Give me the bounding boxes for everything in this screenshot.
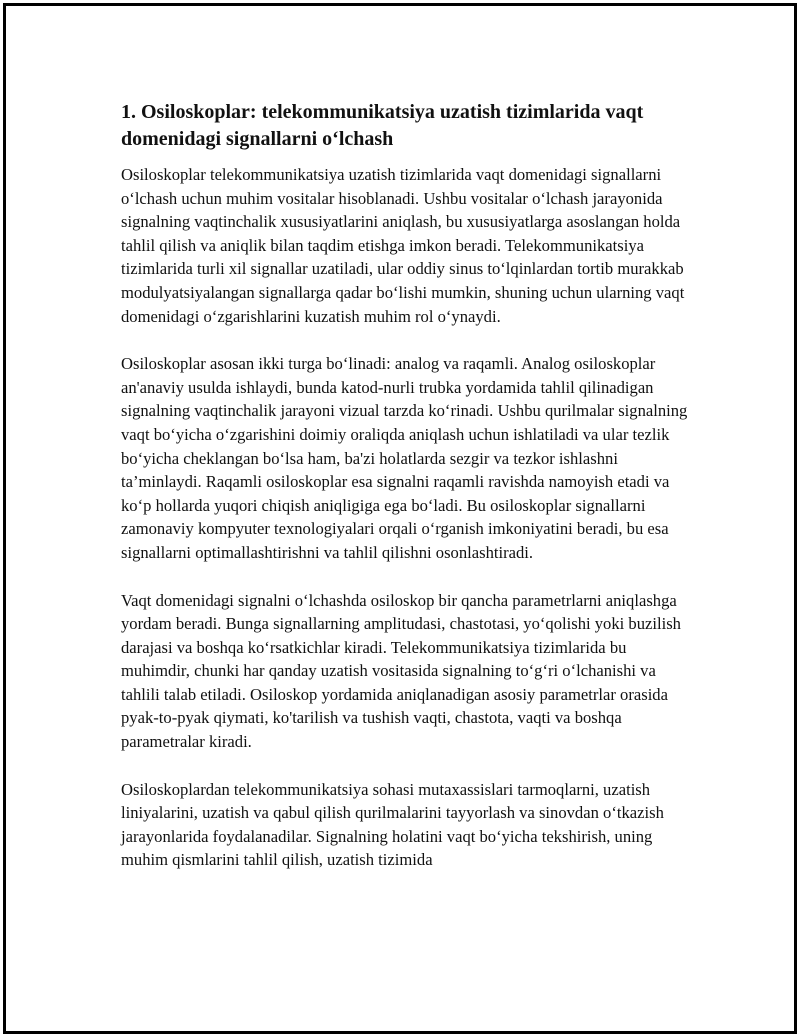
- section-heading: 1. Osiloskoplar: telekommunikatsiya uzatish tizimlarida vaqt domenidagi signallarni o‘lchash: [121, 101, 644, 150]
- paragraph-3: Vaqt domenidagi signalni o‘lchashda osiloskop bir qancha parametrlarni aniqlashga yordam beradi. Bunga signallarning amplitudasi, chastotasi, yo‘qolishi yoki buzilish darajasi va boshqa ko‘rsatkichlar kiradi. Telekommunikatsiya tizimlarida bu muhimdir, chunki har qanday uzatish vositasida signalning to‘g‘ri o‘lchanishi va tahlili talab etiladi. Osiloskop yordamida aniqlanadigan asosiy parametrlar orasida pyak-to-pyak qiymati, ko'tarilish va tushish vaqti, chastota, vaqti va boshqa parametralar kiradi.: [121, 590, 681, 752]
- page-frame: [3, 3, 797, 1034]
- paragraph-2: Osiloskoplar asosan ikki turga bo‘linadi: analog va raqamli. Analog osiloskoplar an'anaviy usulda ishlaydi, bunda katod-nurli trubka yordamida tahlil qilinadigan signalning vaqtinchalik jarayoni vizual tarzda ko‘rinadi. Ushbu qurilmalar signalning vaqt bo‘yicha o‘zgarishini doimiy oraliqda aniqlash uchun ishlatiladi va ular tezlik bo‘yicha cheklangan bo‘lsa ham, ba'zi holatlarda sezgir va tezkor ishlashni ta’minlaydi. Raqamli osiloskoplar esa signalni raqamli ravishda namoyish etadi va ko‘p hollarda yuqori chiqish aniqligiga ega bo‘ladi. Bu osiloskoplar signallarni zamonaviy kompyuter texnologiyalari orqali o‘rganish imkoniyatini beradi, bu esa signallarni optimallashtirishni va tahlil qilishni osonlashtiradi.: [121, 354, 688, 562]
- document-body: [121, 99, 691, 896]
- paragraph-4: Osiloskoplardan telekommunikatsiya sohasi mutaxassislari tarmoqlarni, uzatish liniyalarini, uzatish va qabul qilish qurilmalarini tayyorlash va sinovdan o‘tkazish jarayonlarida foydalanadilar. Signalning holatini vaqt bo‘yicha tekshirish, uning muhim qismlarini tahlil qilish, uzatish tizimida: [121, 779, 664, 870]
- paragraph-1: Osiloskoplar telekommunikatsiya uzatish tizimlarida vaqt domenidagi signallarni o‘lchash uchun muhim vositalar hisoblanadi. Ushbu vositalar o‘lchash jarayonida signalning vaqtinchalik xususiyatlarini aniqlash, bu xususiyatlarga asoslangan holda tahlil qilish va aniqlik bilan taqdim etishga imkon beradi. Telekommunikatsiya tizimlarida turli xil signallar uzatiladi, ular oddiy sinus to‘lqinlardan tortib murakkab modulyatsiyalangan signallarga qadar bo‘lishi mumkin, shuning uchun ularning vaqt domenidagi o‘zgarishlarini kuzatish muhim rol o‘ynaydi.: [121, 165, 685, 326]
